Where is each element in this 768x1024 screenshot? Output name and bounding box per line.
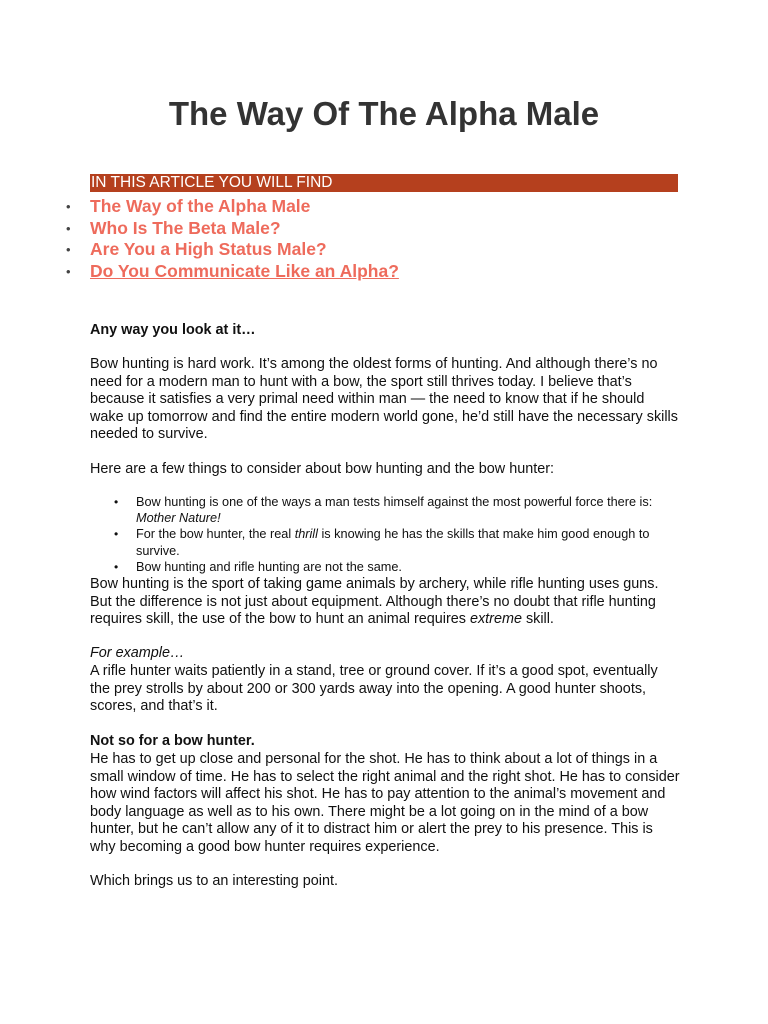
example-label: For example…	[90, 645, 185, 661]
toc-header: IN THIS ARTICLE YOU WILL FIND	[90, 174, 678, 192]
bullet-icon: •	[66, 242, 71, 257]
bullet-icon: •	[114, 495, 119, 509]
toc-item-high-status[interactable]	[66, 239, 399, 261]
bullet-icon: •	[114, 559, 119, 574]
toc-item-label: Are You a High Status Male?	[90, 239, 327, 259]
toc-item-label: Who Is The Beta Male?	[90, 217, 281, 238]
paragraph-closing: Which brings us to an interesting point.	[90, 873, 338, 889]
toc-item-label: Do You Communicate Like an Alpha?	[90, 260, 399, 281]
bullet-icon: •	[66, 199, 71, 214]
bullet-icon: •	[66, 220, 71, 236]
toc-item-label: The Way of the Alpha Male	[90, 196, 311, 216]
list-item: • Bow hunting is one of the ways a man tests himself against the most powerful force there is: Mother Nature!	[114, 495, 653, 526]
bullet-icon: •	[114, 527, 119, 542]
paragraph-difference: Bow hunting is the sport of taking game animals by archery, while rifle hunting uses guns. But the difference is not just about equipment. Although there’s no doubt that rifle hunting requires skill, the use of the bow to hunt an animal requires extreme skill.	[90, 576, 659, 628]
paragraph-rifle-hunter: A rifle hunter waits patiently in a stand, tree or ground cover. If it’s a good spot, eventually the prey strolls by about 200 or 300 yards away into the opening. A good hunter shoots, scores, and that’s it.	[90, 663, 658, 715]
toc-item-communicate[interactable]	[66, 260, 399, 283]
paragraph-intro: Bow hunting is hard work. It’s among the oldest forms of hunting. And although there’s no need for a modern man to hunt with a bow, the sport still thrives today. I believe that’s because it satisfies a very primal need within man — the need to know that if he should wake up tomorrow and find the entire modern world gone, he’d still have the necessary skills needed to survive.	[90, 356, 678, 443]
considerations-list	[114, 494, 676, 575]
list-item: • Bow hunting and rifle hunting are not the same.	[114, 559, 402, 574]
paragraph-considerations: Here are a few things to consider about bow hunting and the bow hunter:	[90, 461, 554, 477]
bullet-icon: •	[66, 263, 71, 279]
list-item: • For the bow hunter, the real thrill is knowing he has the skills that make him good enough to survive.	[114, 527, 650, 558]
bow-hunter-heading: Not so for a bow hunter.	[90, 733, 255, 749]
toc-item-alpha-male[interactable]	[66, 196, 399, 218]
toc-item-beta-male[interactable]	[66, 217, 399, 240]
paragraph-bow-hunter: He has to get up close and personal for the shot. He has to think about a lot of things in a small window of time. He has to select the right animal and the right shot. He has to consider how wind factors will affect his shot. He has to pay attention to the animal’s movement and body language as well as to his own. There might be a lot going on in the mind of a bow hunter, but he can’t allow any of it to distract him or alert the prey to his presence. This is why becoming a good bow hunter requires experience.	[90, 751, 680, 855]
section-heading: Any way you look at it…	[90, 322, 256, 338]
toc-list	[66, 196, 399, 282]
page-title: The Way Of The Alpha Male	[168, 95, 600, 132]
